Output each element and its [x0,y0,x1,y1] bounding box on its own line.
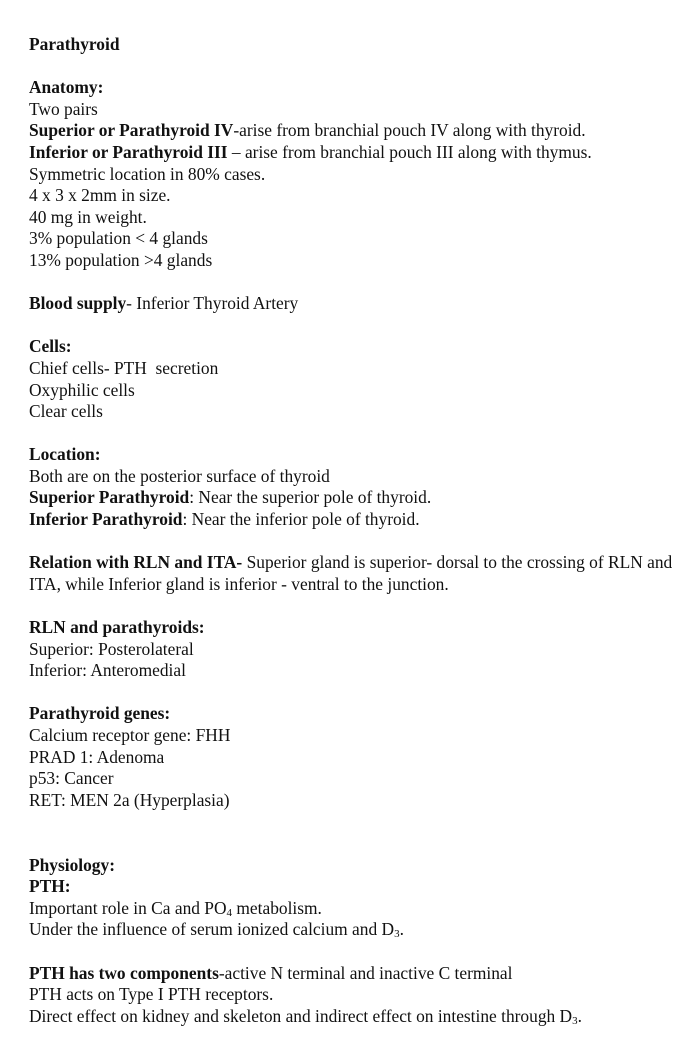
anatomy-symmetric: Symmetric location in 80% cases. [29,163,266,184]
spacer [29,272,700,294]
pth-heading: PTH: [29,876,71,897]
anatomy-weight: 40 mg in weight. [29,206,147,227]
pth-receptors: PTH acts on Type I PTH receptors. [29,984,274,1005]
anatomy-inferior: Inferior or Parathyroid III – arise from branchial pouch III along with thymus. [29,141,592,162]
genes-item: PRAD 1: Adenoma [29,746,165,767]
spacer [29,423,700,445]
spacer [29,531,700,553]
anatomy-less-glands: 3% population < 4 glands [29,228,208,249]
spacer [29,811,700,854]
cells-heading: Cells: [29,336,72,357]
cells-item: Chief cells- PTH secretion [29,357,219,378]
genes-item: RET: MEN 2a (Hyperplasia) [29,789,230,810]
spacer [29,682,700,704]
location-superior: Superior Parathyroid: Near the superior pole of thyroid. [29,487,432,508]
spacer [29,315,700,337]
physiology-heading: Physiology: [29,854,115,875]
genes-item: p53: Cancer [29,768,114,789]
anatomy-heading: Anatomy: [29,77,104,98]
document-body [29,34,700,1027]
rln-heading: RLN and parathyroids: [29,617,205,638]
anatomy-more-glands: 13% population >4 glands [29,249,213,270]
genes-item: Calcium receptor gene: FHH [29,725,231,745]
anatomy-size: 4 x 3 x 2mm in size. [29,185,171,206]
location-heading: Location: [29,444,101,465]
rln-item: Inferior: Anteromedial [29,660,186,681]
spacer [29,941,700,963]
pth-effect: Direct effect on kidney and skeleton and indirect effect on intestine through D3. [29,1005,582,1027]
spacer [29,56,700,78]
document-title: Parathyroid [29,34,120,54]
spacer [29,595,700,617]
rln-item: Superior: Posterolateral [29,638,194,659]
relation-paragraph: Relation with RLN and ITA- Superior gland is superior- dorsal to the crossing of RLN and ITA, while Inferior gland is inferior - ventral to the junction. [29,552,673,594]
anatomy-superior: Superior or Parathyroid IV-arise from branchial pouch IV along with thyroid. [29,120,586,141]
location-both: Both are on the posterior surface of thyroid [29,465,330,486]
pth-components: PTH has two components-active N terminal and inactive C terminal [29,962,513,983]
pth-influence: Under the influence of serum ionized calcium and D3. [29,919,404,941]
location-inferior: Inferior Parathyroid: Near the inferior pole of thyroid. [29,509,420,530]
genes-heading: Parathyroid genes: [29,703,171,724]
anatomy-pairs: Two pairs [29,98,98,119]
cells-item: Oxyphilic cells [29,379,135,400]
pth-role: Important role in Ca and PO4 metabolism. [29,897,322,919]
blood-supply: Blood supply- Inferior Thyroid Artery [29,293,299,314]
cells-item: Clear cells [29,401,103,422]
